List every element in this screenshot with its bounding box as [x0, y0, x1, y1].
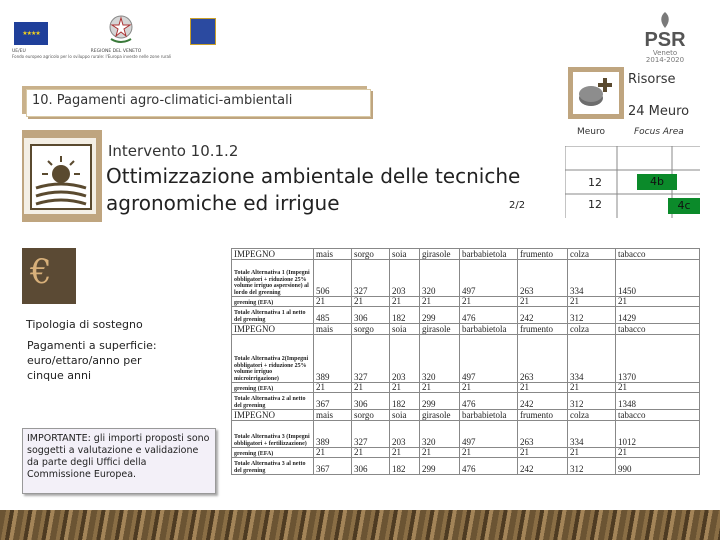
table-row	[232, 383, 700, 393]
table-cell: 320	[420, 260, 460, 297]
table-cell: 21	[420, 448, 460, 458]
table-cell: 182	[390, 393, 420, 410]
table-row-label: IMPEGNO	[232, 249, 314, 260]
psr-region: Veneto	[652, 49, 678, 57]
sun-field-icon	[30, 144, 92, 210]
table-cell: 312	[568, 393, 616, 410]
table-cell: 21	[518, 383, 568, 393]
table-cell: 497	[460, 335, 518, 383]
focus-area-header: Focus Area	[634, 127, 684, 137]
focus-area-badge-2: 4c	[668, 198, 700, 214]
table-cell: barbabietola	[460, 249, 518, 260]
table-row-label: IMPEGNO	[232, 410, 314, 421]
table-cell: 21	[460, 297, 518, 307]
table-cell: barbabietola	[460, 410, 518, 421]
table-cell: 21	[352, 448, 390, 458]
table-cell: soia	[390, 324, 420, 335]
table-cell: 334	[568, 260, 616, 297]
logo-caption-text: Fondo europeo agricolo per lo sviluppo rurale: l'Europa investe nelle zone rurali	[12, 54, 172, 59]
table-row-label: Totale Alternativa 2(Impegni obbligatori + riduzione 25% volume irriguo microirrigazione)	[232, 335, 314, 383]
table-cell: mais	[314, 410, 352, 421]
table-cell: 21	[568, 448, 616, 458]
table-cell: 476	[460, 393, 518, 410]
table-cell: barbabietola	[460, 324, 518, 335]
table-cell: 21	[616, 297, 700, 307]
table-cell: 320	[420, 335, 460, 383]
table-cell: 389	[314, 335, 352, 383]
table-cell: sorgo	[352, 410, 390, 421]
table-cell: 242	[518, 307, 568, 324]
eu-logo-label: UE/EU	[12, 49, 26, 54]
table-row-label: Totale Alternativa 2 al netto del greening	[232, 393, 314, 410]
table-cell: girasole	[420, 324, 460, 335]
table-row	[232, 260, 700, 297]
risorse-meuro-2: 12	[588, 198, 602, 211]
table-row-label: greening (EFA)	[232, 297, 314, 307]
table-cell: 476	[460, 458, 518, 475]
veneto-lion-logo	[190, 18, 216, 45]
table-cell: 485	[314, 307, 352, 324]
table-cell: mais	[314, 249, 352, 260]
table-cell: 242	[518, 458, 568, 475]
table-cell: 327	[352, 421, 390, 448]
table-cell: 263	[518, 335, 568, 383]
table-cell: 21	[314, 448, 352, 458]
eu-stars-icon: ★★★★	[22, 29, 40, 37]
euro-icon: €	[30, 252, 52, 292]
table-cell: frumento	[518, 324, 568, 335]
risorse-title: Risorse	[628, 72, 676, 87]
table-cell: 312	[568, 307, 616, 324]
table-cell: 21	[420, 383, 460, 393]
table-cell: 182	[390, 307, 420, 324]
table-cell: 990	[616, 458, 700, 475]
table-cell: 263	[518, 260, 568, 297]
table-row-label: Totale Alternativa 1 al netto del greening	[232, 307, 314, 324]
psr-logo	[640, 8, 690, 68]
risorse-total: 24 Meuro	[628, 104, 690, 119]
table-cell: 21	[390, 448, 420, 458]
table-row-label: Totale Alternativa 1 (Impegni obbligatori + riduzione 25% volume irriguo aspersione) al lordo del greening	[232, 260, 314, 297]
table-cell: 306	[352, 458, 390, 475]
bottom-decorative-strip	[0, 510, 720, 540]
table-cell: soia	[390, 410, 420, 421]
meuro-header: Meuro	[577, 127, 606, 137]
table-cell: 242	[518, 393, 568, 410]
table-cell: 299	[420, 307, 460, 324]
table-cell: 327	[352, 335, 390, 383]
veneto-logo-label: REGIONE DEL VENETO	[90, 49, 142, 54]
table-cell: 21	[568, 383, 616, 393]
table-cell: 203	[390, 421, 420, 448]
money-plus-icon	[573, 72, 619, 114]
table-cell: colza	[568, 249, 616, 260]
table-row-label: Totale Alternativa 3 (Impegni obbligatori + fertilizzazione)	[232, 421, 314, 448]
table-row	[232, 249, 700, 260]
table-cell: 21	[616, 383, 700, 393]
table-cell: 21	[420, 297, 460, 307]
table-cell: 21	[352, 297, 390, 307]
table-cell: soia	[390, 249, 420, 260]
table-row	[232, 297, 700, 307]
intervento-title: Ottimizzazione ambientale delle tecniche agronomiche ed irrigue	[106, 164, 521, 215]
table-cell: 389	[314, 421, 352, 448]
table-row	[232, 448, 700, 458]
table-cell: 21	[314, 297, 352, 307]
table-cell: sorgo	[352, 249, 390, 260]
payments-table	[231, 248, 700, 475]
table-cell: 476	[460, 307, 518, 324]
table-cell: 263	[518, 421, 568, 448]
table-cell: tabacco	[616, 410, 700, 421]
table-cell: frumento	[518, 410, 568, 421]
table-cell: frumento	[518, 249, 568, 260]
table-cell: 320	[420, 421, 460, 448]
table-cell: 21	[518, 297, 568, 307]
table-cell: 21	[568, 297, 616, 307]
table-cell: 299	[420, 458, 460, 475]
table-cell: 21	[352, 383, 390, 393]
table-cell: 21	[460, 383, 518, 393]
table-cell: 367	[314, 458, 352, 475]
table-row-label: greening (EFA)	[232, 448, 314, 458]
table-cell: 182	[390, 458, 420, 475]
table-cell: girasole	[420, 410, 460, 421]
table-cell: 367	[314, 393, 352, 410]
intervento-label: Intervento 10.1.2	[108, 142, 239, 160]
table-cell: 497	[460, 260, 518, 297]
table-cell: girasole	[420, 249, 460, 260]
table-cell: sorgo	[352, 324, 390, 335]
table-cell: 1429	[616, 307, 700, 324]
table-cell: 312	[568, 458, 616, 475]
sostegno-heading: Tipologia di sostegno	[26, 318, 143, 331]
psr-word: PSR	[644, 29, 686, 51]
table-cell: 21	[518, 448, 568, 458]
table-row-label: greening (EFA)	[232, 383, 314, 393]
focus-area-badge-1: 4b	[637, 174, 677, 190]
table-row-label: Totale Alternativa 3 al netto del greening	[232, 458, 314, 475]
table-cell: 299	[420, 393, 460, 410]
table-cell: 21	[390, 383, 420, 393]
table-cell: 21	[460, 448, 518, 458]
table-cell: 1012	[616, 421, 700, 448]
table-row	[232, 307, 700, 324]
table-cell: 203	[390, 335, 420, 383]
table-cell: tabacco	[616, 324, 700, 335]
sostegno-text: Pagamenti a superficie: euro/ettaro/anno per cinque anni	[27, 339, 157, 382]
risorse-meuro-1: 12	[588, 176, 602, 189]
table-cell: 1348	[616, 393, 700, 410]
page-indicator: 2/2	[509, 200, 526, 211]
eu-flag-logo	[14, 22, 48, 45]
table-row	[232, 393, 700, 410]
table-cell: 334	[568, 335, 616, 383]
important-note: IMPORTANTE: gli importi proposti sono soggetti a valutazione e validazione da parte degli Uffici della Commissione Europea.	[22, 428, 216, 494]
italy-emblem-logo	[106, 13, 136, 45]
table-cell: 21	[616, 448, 700, 458]
table-cell: 1450	[616, 260, 700, 297]
payments-table-wrap	[231, 248, 699, 494]
table-row	[232, 410, 700, 421]
leaf-icon	[656, 10, 674, 30]
table-cell: 327	[352, 260, 390, 297]
table-cell: 497	[460, 421, 518, 448]
table-cell: 334	[568, 421, 616, 448]
table-cell: 1370	[616, 335, 700, 383]
table-cell: 203	[390, 260, 420, 297]
psr-period: 2014-2020	[645, 56, 685, 64]
table-cell: 21	[314, 383, 352, 393]
table-row	[232, 335, 700, 383]
table-row-label: IMPEGNO	[232, 324, 314, 335]
table-cell: 306	[352, 307, 390, 324]
table-row	[232, 324, 700, 335]
table-cell: mais	[314, 324, 352, 335]
table-cell: colza	[568, 410, 616, 421]
table-cell: 306	[352, 393, 390, 410]
table-row	[232, 458, 700, 475]
table-cell: colza	[568, 324, 616, 335]
logo-caption	[12, 48, 222, 59]
table-cell: 21	[390, 297, 420, 307]
table-cell: 506	[314, 260, 352, 297]
table-cell: tabacco	[616, 249, 700, 260]
section-title: 10. Pagamenti agro-climatici-ambientali	[32, 93, 293, 108]
table-row	[232, 421, 700, 448]
